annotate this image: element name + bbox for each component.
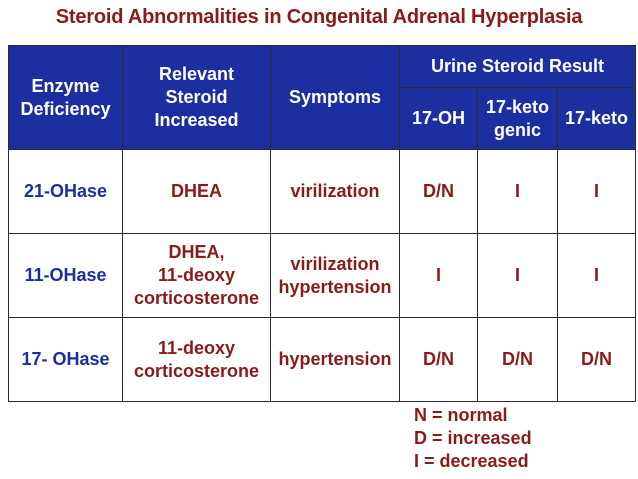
header-17-ketogenic-line2: genic bbox=[493, 119, 541, 140]
steroid-table bbox=[8, 45, 636, 402]
header-enzyme-line2: Deficiency bbox=[20, 98, 111, 119]
header-relevant-line3: Increased bbox=[154, 110, 239, 130]
steroid-cell bbox=[123, 234, 271, 318]
symptom-cell bbox=[271, 318, 400, 402]
steroid-cell bbox=[123, 150, 271, 234]
steroid-line: DHEA bbox=[170, 181, 222, 201]
legend-decreased: I = decreased bbox=[414, 451, 529, 471]
result-17-oh: D/N bbox=[400, 150, 478, 234]
header-row-top bbox=[9, 46, 636, 88]
result-17-keto: I bbox=[558, 234, 636, 318]
enzyme-cell: 11-OHase bbox=[9, 234, 123, 318]
header-enzyme-line1: Enzyme bbox=[31, 75, 100, 96]
symptom-line: virilization bbox=[290, 253, 380, 274]
header-17-keto: 17-keto bbox=[558, 88, 636, 150]
enzyme-cell: 17- OHase bbox=[9, 318, 123, 402]
result-17-ketogenic: D/N bbox=[478, 318, 558, 402]
header-relevant-line1: Relevant bbox=[158, 64, 235, 84]
result-17-ketogenic: I bbox=[478, 150, 558, 234]
header-symptoms: Symptoms bbox=[271, 46, 400, 150]
steroid-line: corticosterone bbox=[133, 360, 260, 381]
symptom-cell bbox=[271, 150, 400, 234]
header-enzyme-deficiency bbox=[9, 46, 123, 150]
header-relevant-steroid bbox=[123, 46, 271, 150]
page-title: Steroid Abnormalities in Congenital Adrenal Hyperplasia bbox=[55, 6, 583, 28]
header-17-oh: 17-OH bbox=[400, 88, 478, 150]
table-row bbox=[9, 234, 636, 318]
header-urine-steroid-result: Urine Steroid Result bbox=[400, 46, 636, 88]
symptom-line: hypertension bbox=[278, 349, 392, 369]
steroid-line: DHEA, bbox=[168, 242, 225, 262]
steroid-line: corticosterone bbox=[133, 288, 260, 308]
header-17-ketogenic bbox=[478, 88, 558, 150]
legend-increased: D = increased bbox=[414, 428, 532, 448]
symptom-line: hypertension bbox=[278, 276, 392, 297]
header-17-ketogenic-line1: 17-keto bbox=[485, 96, 550, 117]
table-row bbox=[9, 318, 636, 402]
result-17-oh: I bbox=[400, 234, 478, 318]
table-row bbox=[9, 150, 636, 234]
legend bbox=[414, 404, 532, 473]
steroid-line: 11-deoxy bbox=[157, 337, 236, 358]
enzyme-cell: 21-OHase bbox=[9, 150, 123, 234]
legend-normal: N = normal bbox=[414, 405, 508, 425]
steroid-cell bbox=[123, 318, 271, 402]
result-17-keto: D/N bbox=[558, 318, 636, 402]
result-17-oh: D/N bbox=[400, 318, 478, 402]
symptom-line: virilization bbox=[290, 181, 380, 201]
header-relevant-line2: Steroid bbox=[165, 87, 228, 107]
steroid-line: 11-deoxy bbox=[157, 265, 236, 285]
symptom-cell bbox=[271, 234, 400, 318]
result-17-ketogenic: I bbox=[478, 234, 558, 318]
result-17-keto: I bbox=[558, 150, 636, 234]
